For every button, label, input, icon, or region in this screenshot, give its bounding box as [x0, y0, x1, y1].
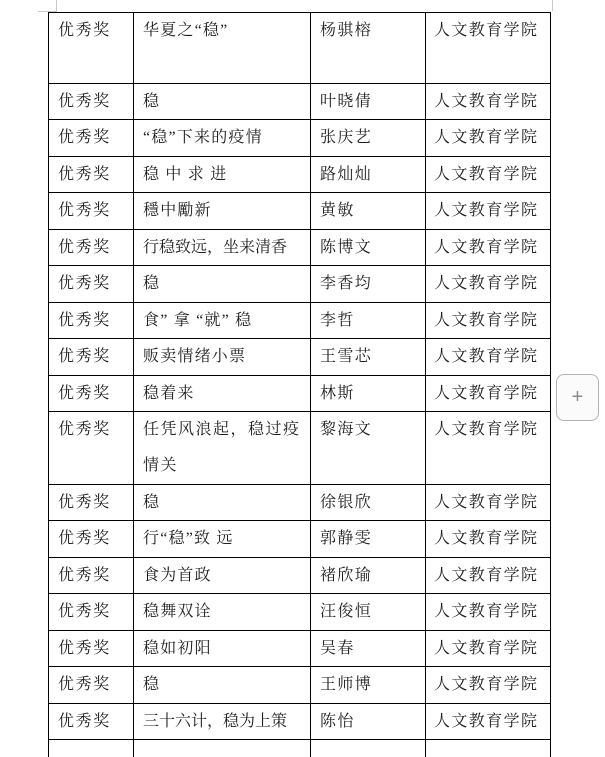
- author-cell: 王雪芯: [311, 339, 426, 376]
- work-title-cell: 贩卖情绪小票: [134, 339, 311, 376]
- college-cell: 人文教育学院: [426, 594, 551, 631]
- awards-table: [48, 12, 551, 757]
- table-row: [49, 156, 551, 193]
- page-gridline-mark-left: [56, 0, 57, 11]
- table-row: [49, 740, 551, 757]
- author-cell: 黄敏: [311, 193, 426, 230]
- table-row: [49, 557, 551, 594]
- award-cell: 优秀奖: [49, 302, 134, 339]
- college-cell: 人文教育学院: [426, 667, 551, 704]
- work-title-cell: 稳着来: [134, 375, 311, 412]
- work-title-cell: 三十六计，稳为上策: [134, 703, 311, 740]
- award-cell: 优秀奖: [49, 667, 134, 704]
- author-cell: 王师博: [311, 667, 426, 704]
- table-row: [49, 83, 551, 120]
- author-cell: [311, 740, 426, 757]
- college-cell: 人文教育学院: [426, 13, 551, 84]
- award-cell: 优秀奖: [49, 521, 134, 558]
- award-cell: 优秀奖: [49, 156, 134, 193]
- work-title-cell: 食” 拿 “就” 稳: [134, 302, 311, 339]
- award-cell: 优秀奖: [49, 594, 134, 631]
- college-cell: 人文教育学院: [426, 229, 551, 266]
- table-row: [49, 412, 551, 485]
- table-row: [49, 667, 551, 704]
- award-cell: 优秀奖: [49, 339, 134, 376]
- table-row: [49, 703, 551, 740]
- work-title-cell: “稳”下来的疫情: [134, 120, 311, 157]
- table-row: [49, 484, 551, 521]
- work-title-cell: 稳如初阳: [134, 630, 311, 667]
- author-cell: 黎海文: [311, 412, 426, 485]
- table-row: [49, 229, 551, 266]
- college-cell: 人文教育学院: [426, 83, 551, 120]
- work-title-cell: 行稳致远，坐来清香: [134, 229, 311, 266]
- plus-icon: +: [571, 386, 584, 408]
- award-cell: 优秀奖: [49, 83, 134, 120]
- college-cell: 人文教育学院: [426, 521, 551, 558]
- table-row: [49, 339, 551, 376]
- author-cell: 叶晓倩: [311, 83, 426, 120]
- award-cell: 优秀奖: [49, 557, 134, 594]
- award-cell: 优秀奖: [49, 193, 134, 230]
- table-row: [49, 375, 551, 412]
- author-cell: 陈博文: [311, 229, 426, 266]
- work-title-cell: 稳: [134, 83, 311, 120]
- table-row: [49, 193, 551, 230]
- work-title-cell: 华夏之“稳”: [134, 13, 311, 84]
- work-title-cell: 稳舞双诠: [134, 594, 311, 631]
- author-cell: 杨骐榕: [311, 13, 426, 84]
- award-cell: 优秀奖: [49, 13, 134, 84]
- table-row: [49, 13, 551, 84]
- table-row: [49, 266, 551, 303]
- author-cell: 褚欣瑜: [311, 557, 426, 594]
- table-row: [49, 302, 551, 339]
- award-cell: 优秀奖: [49, 703, 134, 740]
- college-cell: 人文教育学院: [426, 630, 551, 667]
- table-row: [49, 630, 551, 667]
- work-title-cell: 稳: [134, 667, 311, 704]
- work-title-cell: [134, 740, 311, 757]
- work-title-cell: 稳: [134, 484, 311, 521]
- work-title-cell: 稳 中 求 进: [134, 156, 311, 193]
- author-cell: 张庆艺: [311, 120, 426, 157]
- college-cell: 人文教育学院: [426, 193, 551, 230]
- plus-button[interactable]: [556, 374, 599, 421]
- award-cell: 优秀奖: [49, 375, 134, 412]
- award-cell: 优秀奖: [49, 484, 134, 521]
- work-title-cell: 穩中勵新: [134, 193, 311, 230]
- author-cell: 李哲: [311, 302, 426, 339]
- college-cell: 人文教育学院: [426, 412, 551, 485]
- college-cell: 人文教育学院: [426, 375, 551, 412]
- award-cell: 优秀奖: [49, 412, 134, 485]
- page-gridline-mark-right: [552, 0, 553, 11]
- college-cell: 人文教育学院: [426, 339, 551, 376]
- author-cell: 路灿灿: [311, 156, 426, 193]
- table-row: [49, 594, 551, 631]
- table-row: [49, 521, 551, 558]
- college-cell: [426, 740, 551, 757]
- author-cell: 李香均: [311, 266, 426, 303]
- award-cell: [49, 740, 134, 757]
- author-cell: 汪俊恒: [311, 594, 426, 631]
- college-cell: 人文教育学院: [426, 266, 551, 303]
- college-cell: 人文教育学院: [426, 156, 551, 193]
- college-cell: 人文教育学院: [426, 302, 551, 339]
- award-cell: 优秀奖: [49, 120, 134, 157]
- work-title-cell: 稳: [134, 266, 311, 303]
- author-cell: 吴春: [311, 630, 426, 667]
- award-cell: 优秀奖: [49, 630, 134, 667]
- college-cell: 人文教育学院: [426, 484, 551, 521]
- work-title-cell: 食为首政: [134, 557, 311, 594]
- college-cell: 人文教育学院: [426, 557, 551, 594]
- author-cell: 郭静雯: [311, 521, 426, 558]
- college-cell: 人文教育学院: [426, 703, 551, 740]
- college-cell: 人文教育学院: [426, 120, 551, 157]
- award-cell: 优秀奖: [49, 229, 134, 266]
- author-cell: 陈怡: [311, 703, 426, 740]
- table-row: [49, 120, 551, 157]
- award-cell: 优秀奖: [49, 266, 134, 303]
- work-title-cell: 任凭风浪起，稳过疫情关: [134, 412, 311, 485]
- author-cell: 徐银欣: [311, 484, 426, 521]
- work-title-cell: 行“稳”致 远: [134, 521, 311, 558]
- author-cell: 林斯: [311, 375, 426, 412]
